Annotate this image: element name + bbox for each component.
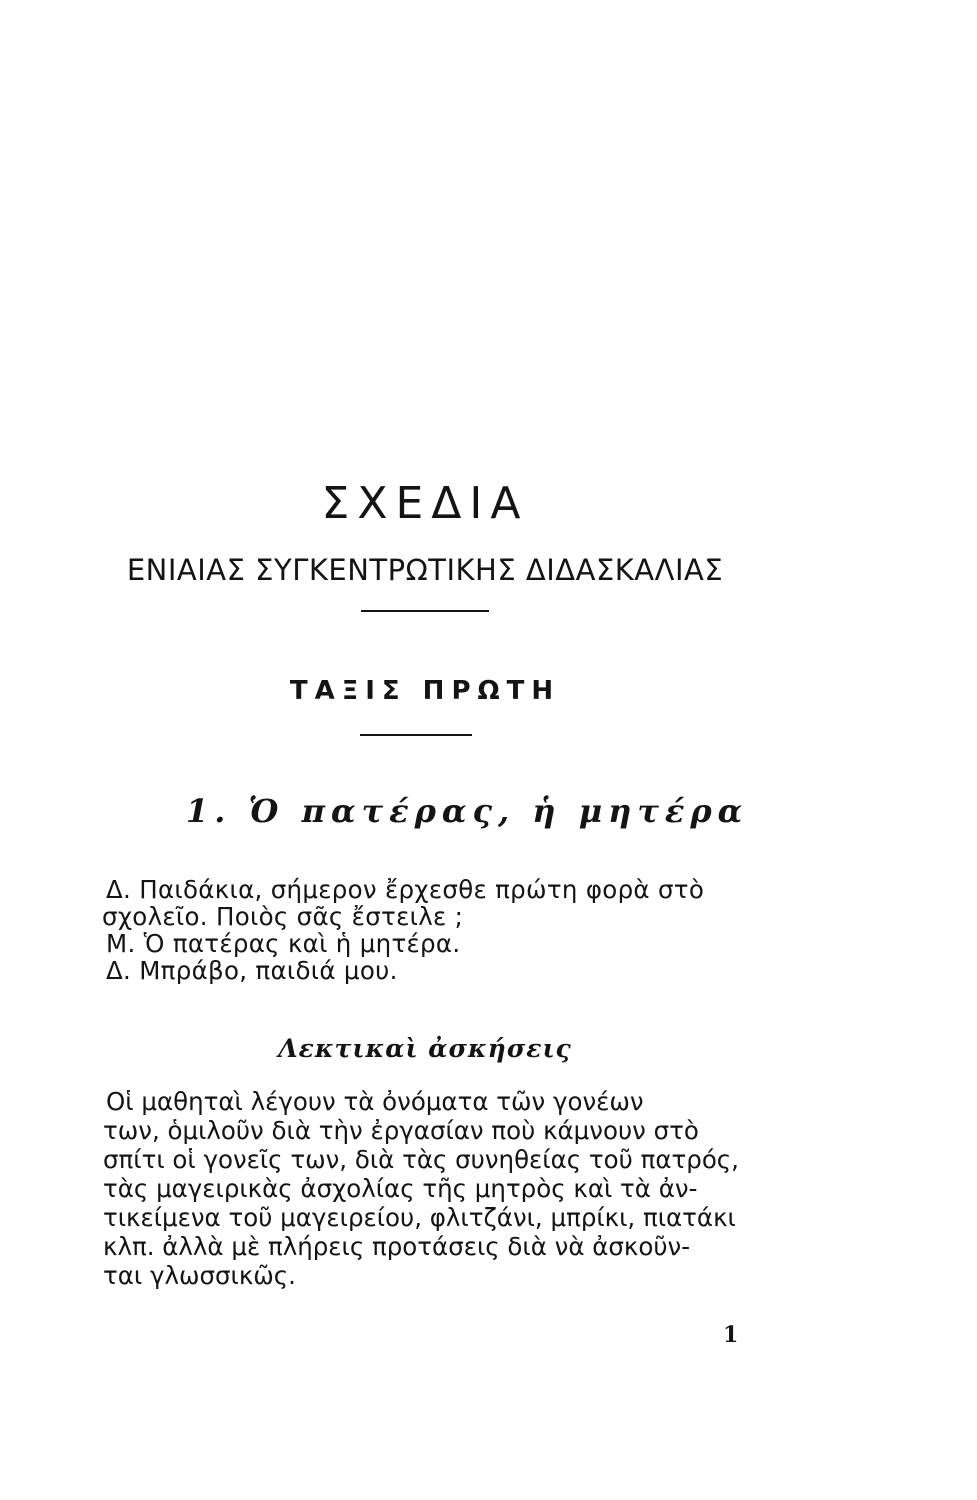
dialogue-block [102, 875, 786, 985]
divider-rule [360, 734, 472, 736]
document-subtitle: ΕΝΙΑΙΑΣ ΣΥΓΚΕΝΤΡΩΤΙΚΗΣ ΔΙΔΑΣΚΑΛΙΑΣ [126, 553, 724, 587]
paragraph-line: τικείμενα τοῦ μαγειρείου, φλιτζάνι, μπρίκι, πιατάκι [103, 1203, 736, 1232]
lesson-title: 1. Ὁ πατέρας, ἡ μητέρα [186, 792, 749, 830]
class-heading: ΤΑΞΙΣ ΠΡΩΤΗ [289, 676, 561, 706]
dialogue-line: Δ. Παιδάκια, σήμερον ἔρχεσθε πρώτη φορὰ στὸ [106, 875, 705, 904]
document-title: ΣΧΕΔΙΑ [321, 478, 529, 529]
paragraph-line: κλπ. ἀλλὰ μὲ πλήρεις προτάσεις διὰ νὰ ἀσκοῦν- [103, 1232, 691, 1261]
dialogue-line: σχολεῖο. Ποιὸς σᾶς ἔστειλε ; [102, 902, 464, 931]
divider-rule [361, 610, 489, 612]
paragraph-line: ται γλωσσικῶς. [103, 1261, 296, 1290]
page-number: 1 [723, 1322, 739, 1348]
exercises-paragraph [103, 1087, 793, 1290]
dialogue-line: Μ. Ὁ πατέρας καὶ ἡ μητέρα. [106, 929, 461, 958]
paragraph-line: Οἱ μαθηταὶ λέγουν τὰ ὀνόματα τῶν γονέων [106, 1087, 644, 1116]
paragraph-line: σπίτι οἱ γονεῖς των, διὰ τὰς συνηθείας τοῦ πατρός, [103, 1145, 739, 1174]
exercises-heading: Λεκτικαὶ ἀσκήσεις [278, 1034, 572, 1063]
dialogue-line: Δ. Μπράβο, παιδιά μου. [106, 956, 398, 985]
paragraph-line: τὰς μαγειρικὰς ἀσχολίας τῆς μητρὸς καὶ τὰ ἀν- [103, 1174, 698, 1203]
paragraph-line: των, ὁμιλοῦν διὰ τὴν ἐργασίαν ποὺ κάμνουν στὸ [103, 1116, 699, 1145]
